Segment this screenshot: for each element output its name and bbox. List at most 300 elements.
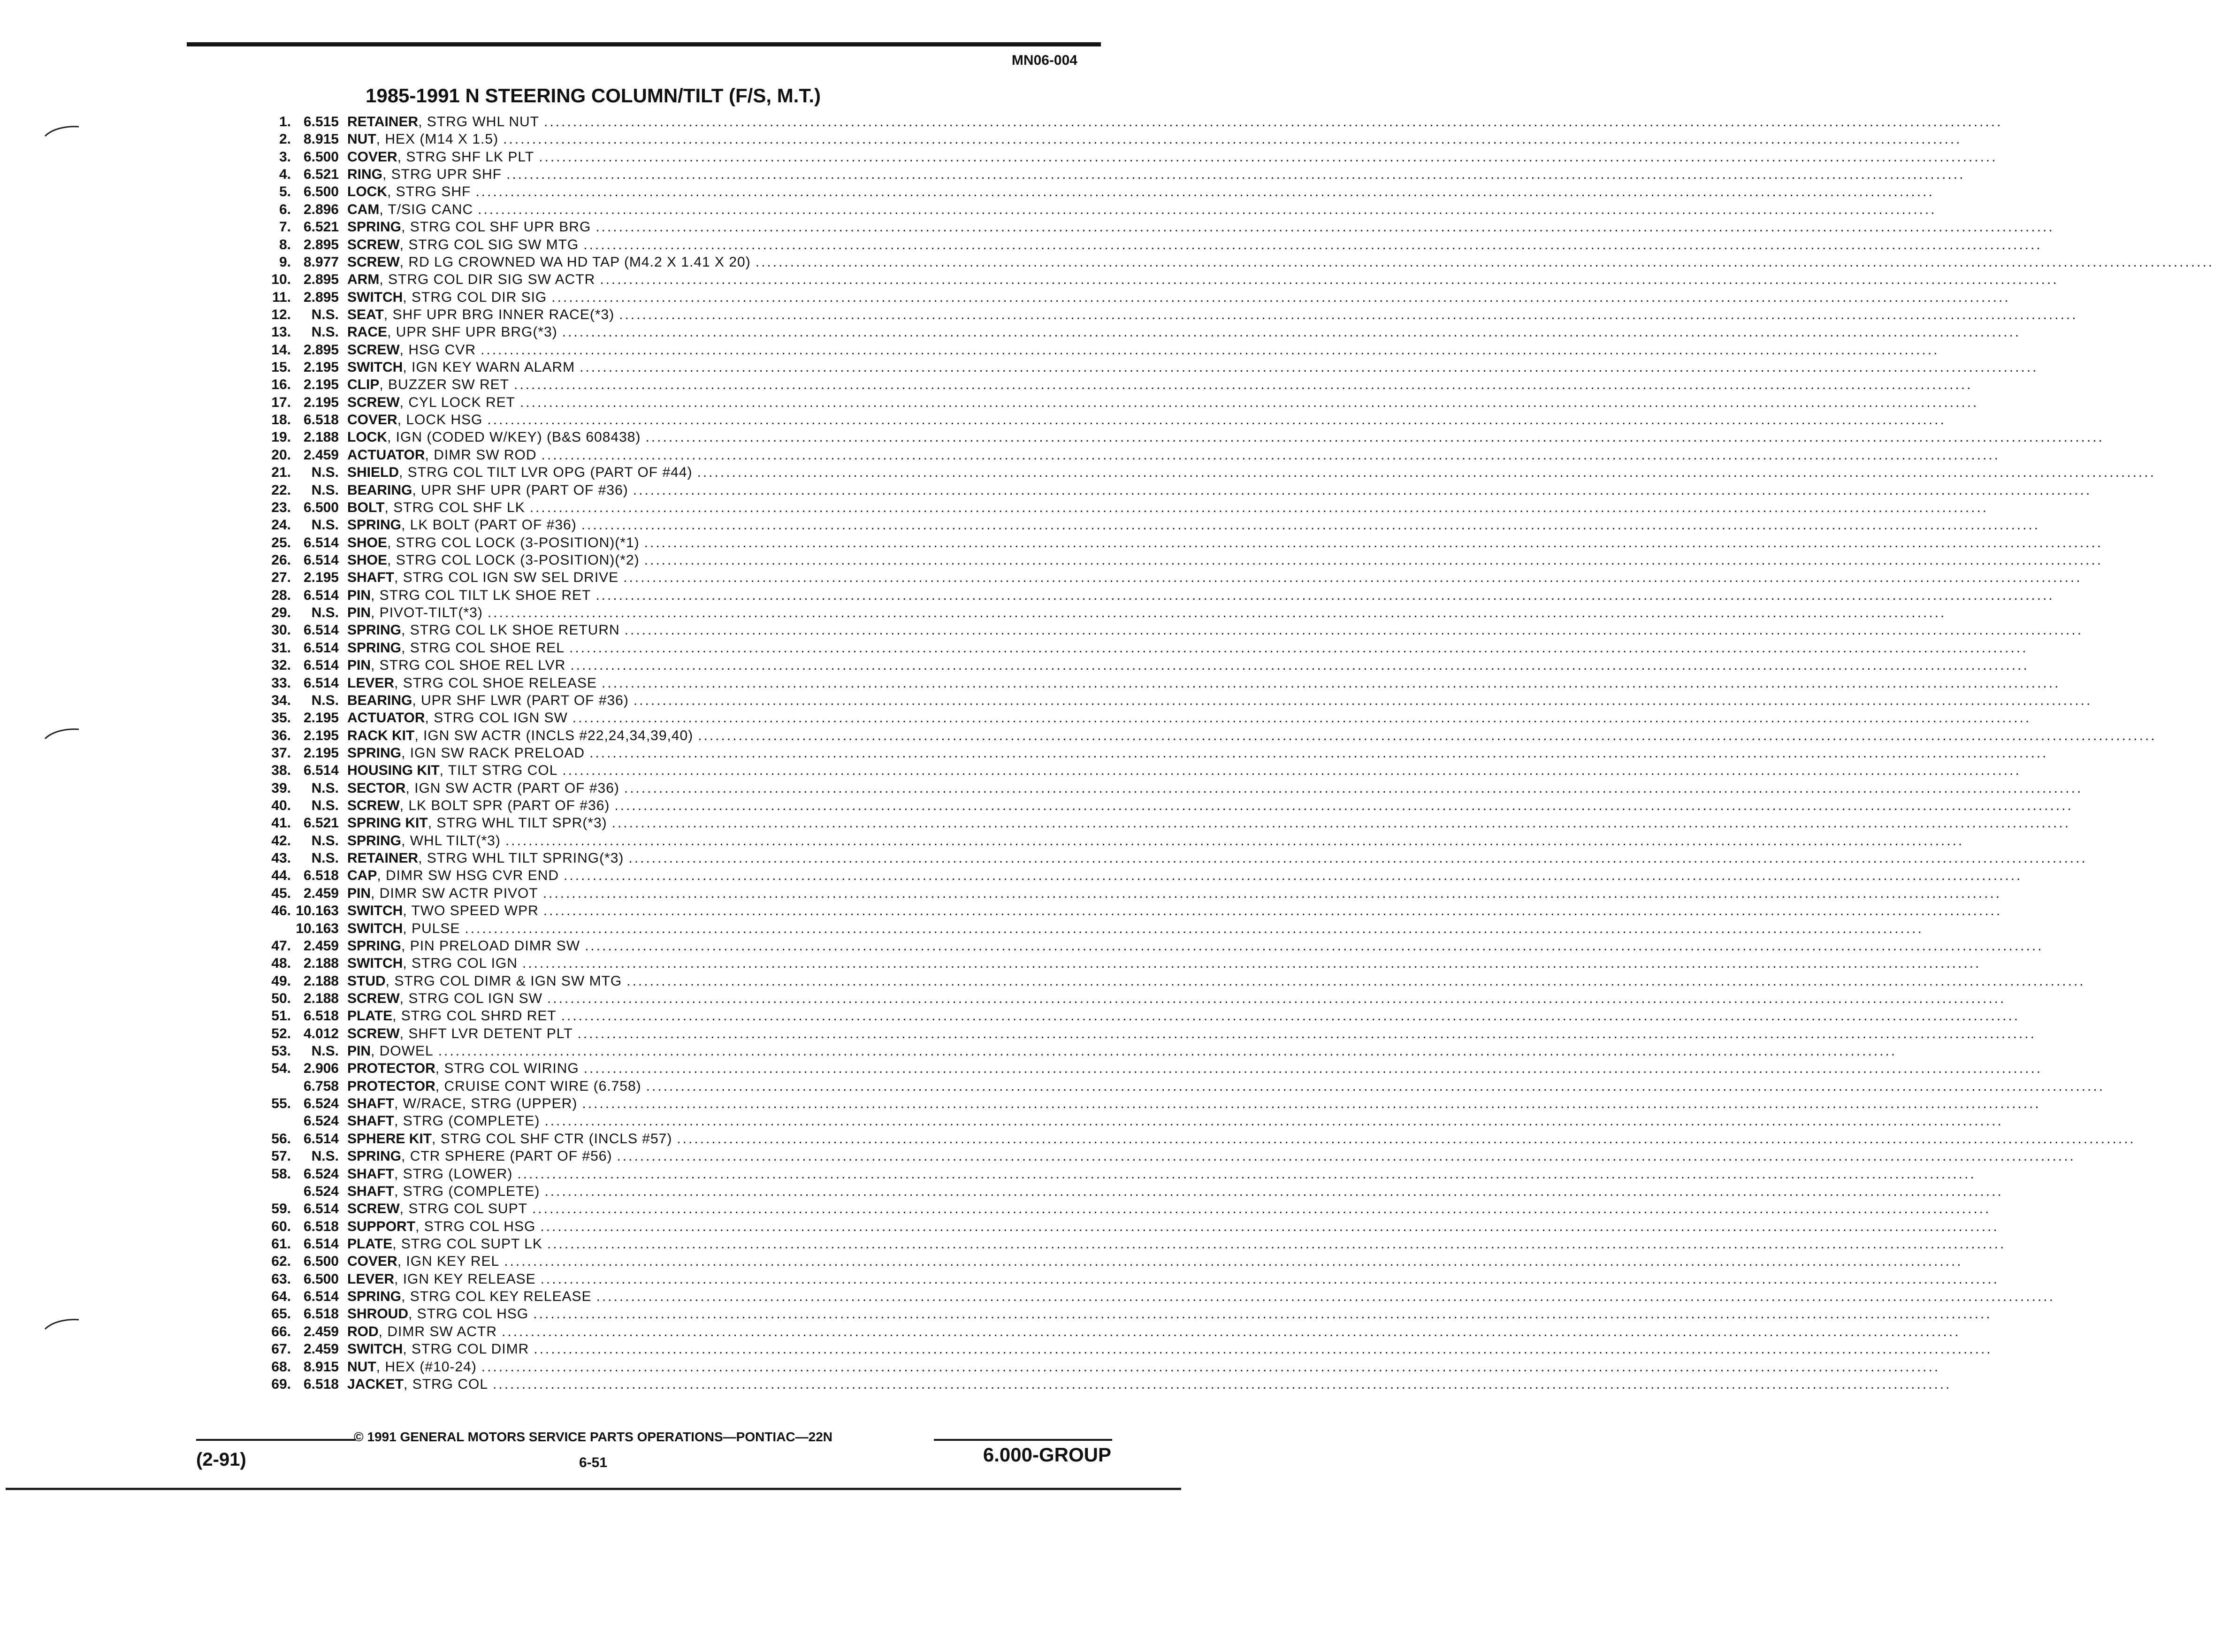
- dot-leader: ............................................................................................................................................................................................................................................................: [514, 377, 1973, 393]
- item-number: 14.: [271, 342, 291, 358]
- item-number: 27.: [271, 570, 291, 586]
- part-name: SHAFT: [347, 570, 394, 586]
- dot-leader: ............................................................................................................................................................................................................................................................: [562, 324, 2021, 340]
- item-description: [347, 868, 2023, 884]
- group-code: N.S.: [311, 517, 339, 533]
- part-name: CAM: [347, 201, 380, 217]
- group-code: 6.524: [303, 1096, 339, 1112]
- list-item: [0, 377, 1973, 394]
- group-code: 6.500: [303, 499, 339, 515]
- part-detail: , PULSE: [403, 920, 460, 936]
- item-number: 52.: [271, 1025, 291, 1041]
- part-detail: , TILT STRG COL: [439, 763, 558, 779]
- list-item: [0, 692, 2092, 710]
- part-detail: , BUZZER SW RET: [379, 377, 510, 393]
- item-description: [347, 956, 1981, 971]
- dot-leader: ............................................................................................................................................................................................................................................................: [481, 342, 1939, 358]
- group-code: N.S.: [311, 850, 339, 866]
- part-detail: , STRG COL KEY RELEASE: [401, 1289, 592, 1305]
- item-description: [347, 1359, 1940, 1375]
- group-code: 2.195: [303, 377, 339, 393]
- part-name: COVER: [347, 1254, 397, 1270]
- item-description: [347, 1061, 2043, 1077]
- item-number: 56.: [271, 1131, 291, 1147]
- group-code: 2.195: [303, 727, 339, 743]
- list-item: [0, 1289, 2055, 1306]
- item-number: 10.: [271, 272, 291, 288]
- part-name: ROD: [347, 1323, 379, 1339]
- dot-leader: ............................................................................................................................................................................................................................................................: [478, 201, 1937, 217]
- item-description: [347, 1201, 1991, 1217]
- part-detail: , STRG WHL TILT SPRING(*3): [418, 850, 624, 866]
- dot-leader: ............................................................................................................................................................................................................................................................: [611, 815, 2071, 831]
- part-detail: , STRG COL DIMR & IGN SW MTG: [385, 973, 622, 989]
- part-name: SHAFT: [347, 1166, 394, 1182]
- group-code: 6.514: [303, 1201, 339, 1217]
- dot-leader: ............................................................................................................................................................................................................................................................: [544, 1113, 2003, 1129]
- group-code: 2.195: [303, 359, 339, 375]
- dot-leader: ............................................................................................................................................................................................................................................................: [493, 1376, 1952, 1392]
- list-item: [0, 885, 2002, 903]
- part-detail: , IGN SW ACTR (INCLS #22,24,34,39,40): [414, 727, 694, 743]
- item-number: 8.: [279, 237, 291, 252]
- item-description: [347, 1289, 2055, 1305]
- group-code: 6.500: [303, 1254, 339, 1270]
- list-item: [0, 535, 2103, 552]
- dot-leader: ............................................................................................................................................................................................................................................................: [644, 535, 2103, 551]
- part-detail: , UPR SHF UPR BRG(*3): [387, 324, 557, 340]
- part-name: PIN: [347, 605, 371, 621]
- part-name: BEARING: [347, 692, 412, 708]
- item-description: [347, 219, 2054, 235]
- part-detail: , IGN (CODED W/KEY) (B&S 608438): [387, 429, 641, 445]
- list-item: [0, 868, 2023, 885]
- group-code: N.S.: [311, 482, 339, 498]
- item-number: 28.: [271, 587, 291, 603]
- part-name: SWITCH: [347, 920, 403, 936]
- list-item: [0, 394, 1979, 412]
- item-description: [347, 692, 2092, 709]
- group-code: 6.524: [303, 1183, 339, 1199]
- group-code: 2.188: [303, 973, 339, 989]
- list-item: [0, 675, 2061, 693]
- list-item: [0, 587, 2054, 605]
- dot-leader: ............................................................................................................................................................................................................................................................: [633, 692, 2092, 708]
- item-description: [347, 1376, 1952, 1392]
- part-detail: , IGN SW ACTR (PART OF #36): [405, 780, 619, 796]
- part-name: SCREW: [347, 342, 400, 358]
- part-detail: , STRG COL SUPT LK: [392, 1236, 542, 1252]
- dot-leader: ............................................................................................................................................................................................................................................................: [504, 1254, 1963, 1270]
- list-item: [0, 1061, 2043, 1078]
- dot-leader: ............................................................................................................................................................................................................................................................: [542, 885, 2002, 901]
- list-item: [0, 517, 2040, 535]
- dot-leader: ............................................................................................................................................................................................................................................................: [503, 131, 1962, 147]
- list-item: [0, 131, 1962, 149]
- part-detail: , STRG (LOWER): [394, 1166, 513, 1182]
- item-number: 2.: [279, 131, 291, 147]
- group-code: 2.195: [303, 710, 339, 726]
- part-detail: , LK BOLT (PART OF #36): [401, 517, 577, 533]
- item-number: 69.: [271, 1376, 291, 1392]
- item-description: [347, 780, 2083, 796]
- part-detail: , IGN KEY REL: [397, 1254, 500, 1270]
- dot-leader: ............................................................................................................................................................................................................................................................: [614, 798, 2073, 814]
- hole-punch-mark: [43, 124, 81, 138]
- dot-leader: ............................................................................................................................................................................................................................................................: [502, 1323, 1961, 1339]
- part-detail: , STRG COL IGN SW SEL DRIVE: [394, 570, 619, 586]
- part-name: CAP: [347, 868, 377, 884]
- item-number: 68.: [271, 1359, 291, 1375]
- part-detail: , CYL LOCK RET: [399, 394, 515, 410]
- part-detail: , STRG COL LK SHOE RETURN: [401, 622, 620, 638]
- dot-leader: ............................................................................................................................................................................................................................................................: [646, 1078, 2105, 1094]
- dot-leader: ............................................................................................................................................................................................................................................................: [564, 868, 2023, 884]
- list-item: [0, 990, 2006, 1008]
- list-item: [0, 447, 2000, 465]
- item-number: 9.: [279, 254, 291, 270]
- dot-leader: ............................................................................................................................................................................................................................................................: [697, 465, 2156, 481]
- item-number: 7.: [279, 219, 291, 235]
- part-name: STUD: [347, 973, 386, 989]
- item-description: [347, 237, 2042, 253]
- part-detail: , STRG COL SHRD RET: [392, 1008, 557, 1024]
- dot-leader: ............................................................................................................................................................................................................................................................: [481, 1359, 1940, 1375]
- list-item: [0, 1043, 1897, 1061]
- group-code: 6.514: [303, 763, 339, 779]
- dot-leader: ............................................................................................................................................................................................................................................................: [562, 763, 2021, 779]
- item-description: [347, 552, 2103, 568]
- group-code: 6.500: [303, 1271, 339, 1287]
- item-description: [347, 727, 2157, 744]
- part-name: LEVER: [347, 1271, 395, 1287]
- item-description: [347, 1043, 1897, 1059]
- dot-leader: ............................................................................................................................................................................................................................................................: [465, 920, 1924, 936]
- dot-leader: ............................................................................................................................................................................................................................................................: [543, 903, 2002, 919]
- group-code: 6.514: [303, 535, 339, 551]
- group-code: N.S.: [311, 1148, 339, 1164]
- part-name: SEAT: [347, 306, 384, 322]
- group-code: 2.459: [303, 1341, 339, 1357]
- part-detail: , STRG WHL TILT SPR(*3): [428, 815, 607, 831]
- dot-leader: ............................................................................................................................................................................................................................................................: [534, 1341, 1993, 1357]
- dot-leader: ............................................................................................................................................................................................................................................................: [540, 1218, 1999, 1234]
- group-code: 6.518: [303, 1218, 339, 1234]
- group-code: 2.188: [303, 429, 339, 445]
- item-number: 22.: [271, 482, 291, 498]
- dot-leader: ............................................................................................................................................................................................................................................................: [677, 1131, 2136, 1147]
- part-detail: , HSG CVR: [399, 342, 476, 358]
- item-description: [347, 763, 2021, 779]
- group-code: 2.459: [303, 885, 339, 901]
- list-item: [0, 1376, 1952, 1394]
- part-detail: , SHF UPR BRG INNER RACE(*3): [383, 306, 615, 322]
- list-item: [0, 1323, 1961, 1341]
- item-number: 4.: [279, 167, 291, 183]
- item-description: [347, 342, 1939, 358]
- item-description: [347, 412, 1946, 428]
- item-number: 25.: [271, 535, 291, 551]
- group-code: 10.163: [296, 920, 339, 936]
- list-item: [0, 727, 2157, 745]
- item-description: [347, 587, 2054, 604]
- dot-leader: ............................................................................................................................................................................................................................................................: [644, 552, 2103, 568]
- item-description: [347, 1271, 2000, 1287]
- group-code: 2.195: [303, 570, 339, 586]
- item-number: 44.: [271, 868, 291, 884]
- item-number: 18.: [271, 412, 291, 428]
- dot-leader: ............................................................................................................................................................................................................................................................: [569, 640, 2028, 656]
- dot-leader: ............................................................................................................................................................................................................................................................: [544, 1183, 2003, 1199]
- part-name: BEARING: [347, 482, 412, 498]
- dot-leader: ............................................................................................................................................................................................................................................................: [595, 219, 2054, 235]
- item-description: [347, 1306, 1992, 1322]
- item-description: [347, 1113, 2003, 1129]
- group-code: 6.514: [303, 658, 339, 673]
- list-item: [0, 465, 2156, 482]
- part-detail: , CRUISE CONT WIRE (6.758): [435, 1078, 641, 1094]
- list-item: [0, 359, 2038, 377]
- dot-leader: ............................................................................................................................................................................................................................................................: [628, 850, 2087, 866]
- part-detail: , STRG COL: [404, 1376, 489, 1392]
- dot-leader: ............................................................................................................................................................................................................................................................: [547, 1236, 2006, 1252]
- dot-leader: ............................................................................................................................................................................................................................................................: [539, 149, 1998, 165]
- part-name: SWITCH: [347, 359, 403, 375]
- list-item: [0, 850, 2087, 868]
- item-number: 57.: [271, 1148, 291, 1164]
- item-number: 43.: [271, 850, 291, 866]
- item-description: [347, 254, 2214, 270]
- page-title: 1985-1991 N STEERING COLUMN/TILT (F/S, M.T.): [365, 84, 821, 107]
- list-item: [0, 1113, 2003, 1131]
- part-detail: , DIMR SW ACTR PIVOT: [371, 885, 538, 901]
- part-name: SPRING: [347, 622, 402, 638]
- item-number: 63.: [271, 1271, 291, 1287]
- group-code: 6.521: [303, 167, 339, 183]
- part-detail: , STRG COL SIG SW MTG: [399, 237, 579, 252]
- part-name: SPRING: [347, 640, 402, 656]
- item-description: [347, 272, 2059, 288]
- item-description: [347, 394, 1979, 411]
- item-description: [347, 429, 2104, 445]
- item-number: 53.: [271, 1043, 291, 1059]
- group-code: 2.459: [303, 447, 339, 463]
- item-number: 50.: [271, 990, 291, 1006]
- item-number: 49.: [271, 973, 291, 989]
- item-number: 29.: [271, 605, 291, 621]
- list-item: [0, 938, 2044, 956]
- part-detail: , STRG COL TILT LVR OPG (PART OF #44): [399, 465, 693, 481]
- group-code: N.S.: [311, 833, 339, 849]
- group-code: N.S.: [311, 780, 339, 796]
- list-item: [0, 1096, 2041, 1113]
- group-code: 6.521: [303, 815, 339, 831]
- part-detail: , STRG COL DIR SIG SW ACTR: [379, 272, 595, 288]
- dot-leader: ............................................................................................................................................................................................................................................................: [533, 1306, 1992, 1322]
- copyright-line: © 1991 GENERAL MOTORS SERVICE PARTS OPERATIONS—PONTIAC—22N: [353, 1430, 833, 1444]
- part-name: SCREW: [347, 1201, 400, 1217]
- group-code: 2.895: [303, 237, 339, 252]
- list-item: [0, 973, 2085, 991]
- part-name: SCREW: [347, 254, 400, 270]
- list-item: [0, 482, 2092, 500]
- group-code: 2.195: [303, 394, 339, 410]
- part-detail: , RD LG CROWNED WA HD TAP (M4.2 X 1.41 X 20): [399, 254, 751, 270]
- dot-leader: ............................................................................................................................................................................................................................................................: [517, 1166, 1976, 1182]
- part-name: RACE: [347, 324, 388, 340]
- list-item: [0, 1183, 2003, 1201]
- page-number: 6-51: [579, 1455, 608, 1470]
- part-name: ARM: [347, 272, 380, 288]
- item-description: [347, 131, 1962, 147]
- top-rule: [187, 42, 1101, 46]
- list-item: [0, 1025, 2036, 1043]
- part-name: PLATE: [347, 1236, 393, 1252]
- part-name: SECTOR: [347, 780, 406, 796]
- item-description: [347, 938, 2044, 954]
- dot-leader: ............................................................................................................................................................................................................................................................: [561, 1008, 2020, 1024]
- group-code: 8.915: [303, 1359, 339, 1375]
- part-detail: , STRG SHF: [387, 184, 471, 200]
- item-number: 15.: [271, 359, 291, 375]
- list-item: [0, 622, 2084, 640]
- part-name: LOCK: [347, 184, 387, 200]
- part-detail: , STRG COL SHOE REL: [401, 640, 565, 656]
- part-detail: , LK BOLT SPR (PART OF #36): [399, 798, 610, 814]
- group-code: 6.514: [303, 675, 339, 691]
- list-item: [0, 237, 2042, 254]
- item-number: 30.: [271, 622, 291, 638]
- item-description: [347, 1096, 2041, 1112]
- part-detail: , STRG (COMPLETE): [394, 1183, 540, 1199]
- group-code: 6.524: [303, 1166, 339, 1182]
- item-description: [347, 1131, 2136, 1147]
- dot-leader: ............................................................................................................................................................................................................................................................: [633, 482, 2092, 498]
- part-name: PROTECTOR: [347, 1061, 435, 1077]
- list-item: [0, 903, 2002, 920]
- part-name: RETAINER: [347, 114, 419, 130]
- group-code: N.S.: [311, 692, 339, 708]
- part-name: SHAFT: [347, 1113, 394, 1129]
- part-detail: , STRG (COMPLETE): [394, 1113, 540, 1129]
- item-description: [347, 1236, 2006, 1252]
- hole-punch-mark: [43, 727, 81, 741]
- list-item: [0, 272, 2059, 289]
- item-description: [347, 535, 2103, 551]
- dot-leader: ............................................................................................................................................................................................................................................................: [581, 517, 2040, 533]
- part-name: RETAINER: [347, 850, 419, 866]
- group-code: 6.514: [303, 1236, 339, 1252]
- group-code: 6.518: [303, 1376, 339, 1392]
- part-detail: , PIVOT-TILT(*3): [371, 605, 483, 621]
- part-detail: , IGN KEY RELEASE: [394, 1271, 536, 1287]
- dot-leader: ............................................................................................................................................................................................................................................................: [487, 605, 1947, 621]
- dot-leader: ............................................................................................................................................................................................................................................................: [645, 429, 2104, 445]
- dot-leader: ............................................................................................................................................................................................................................................................: [583, 237, 2042, 252]
- group-code: 8.977: [303, 254, 339, 270]
- dot-leader: ............................................................................................................................................................................................................................................................: [585, 938, 2044, 954]
- dot-leader: ............................................................................................................................................................................................................................................................: [570, 658, 2029, 673]
- item-number: 65.: [271, 1306, 291, 1322]
- list-item: [0, 167, 1965, 184]
- item-number: 48.: [271, 956, 291, 971]
- part-name: SPRING: [347, 517, 402, 533]
- part-name: SCREW: [347, 990, 400, 1006]
- item-description: [347, 377, 1973, 393]
- part-name: SPRING: [347, 219, 402, 235]
- dot-leader: ............................................................................................................................................................................................................................................................: [475, 184, 1934, 200]
- item-number: 20.: [271, 447, 291, 463]
- part-detail: , STRG COL SUPT: [399, 1201, 527, 1217]
- part-name: LEVER: [347, 675, 395, 691]
- item-number: 61.: [271, 1236, 291, 1252]
- part-name: ACTUATOR: [347, 447, 425, 463]
- item-description: [347, 798, 2073, 814]
- item-description: [347, 114, 2003, 130]
- part-detail: , HEX (M14 X 1.5): [376, 131, 499, 147]
- list-item: [0, 780, 2083, 798]
- item-description: [347, 622, 2084, 638]
- part-name: SHOE: [347, 535, 388, 551]
- part-name: NUT: [347, 1359, 376, 1375]
- item-description: [347, 710, 2031, 726]
- item-description: [347, 447, 2000, 463]
- item-description: [347, 745, 2048, 761]
- part-detail: , SHFT LVR DETENT PLT: [399, 1025, 573, 1041]
- list-item: [0, 1341, 1993, 1359]
- item-number: 60.: [271, 1218, 291, 1234]
- part-detail: , STRG COL LOCK (3-POSITION)(*2): [387, 552, 640, 568]
- item-description: [347, 1008, 2020, 1024]
- item-number: 11.: [272, 289, 291, 305]
- list-item: [0, 429, 2104, 447]
- item-number: 33.: [271, 675, 291, 691]
- part-detail: , UPR SHF LWR (PART OF #36): [412, 692, 629, 708]
- group-code: 2.895: [303, 272, 339, 288]
- list-item: [0, 1148, 2076, 1166]
- item-description: [347, 201, 1937, 218]
- item-number: 12.: [271, 306, 291, 322]
- part-name: PLATE: [347, 1008, 393, 1024]
- part-detail: , HEX (#10-24): [376, 1359, 477, 1375]
- document-code: MN06-004: [1011, 53, 1077, 68]
- item-number: 5.: [279, 184, 291, 200]
- part-name: COVER: [347, 412, 397, 428]
- group-code: 6.514: [303, 1131, 339, 1147]
- group-code: 2.906: [303, 1061, 339, 1077]
- item-description: [347, 570, 2082, 586]
- dot-leader: ............................................................................................................................................................................................................................................................: [600, 272, 2059, 288]
- item-number: 58.: [271, 1166, 291, 1182]
- item-description: [347, 1323, 1961, 1340]
- part-name: PROTECTOR: [347, 1078, 435, 1094]
- part-detail: , STRG COL WIRING: [435, 1061, 579, 1077]
- part-name: LOCK: [347, 429, 387, 445]
- item-description: [347, 920, 1924, 937]
- item-number: 17.: [271, 394, 291, 410]
- part-name: SPRING: [347, 833, 402, 849]
- part-detail: , STRG COL HSG: [415, 1218, 536, 1234]
- list-item: [0, 798, 2073, 815]
- item-description: [347, 517, 2040, 533]
- part-name: SHIELD: [347, 465, 399, 481]
- part-detail: , STRG COL TILT LK SHOE RET: [371, 587, 591, 603]
- item-description: [347, 640, 2028, 656]
- item-number: 23.: [271, 499, 291, 515]
- item-number: 66.: [271, 1323, 291, 1339]
- item-description: [347, 306, 2078, 323]
- item-description: [347, 885, 2002, 902]
